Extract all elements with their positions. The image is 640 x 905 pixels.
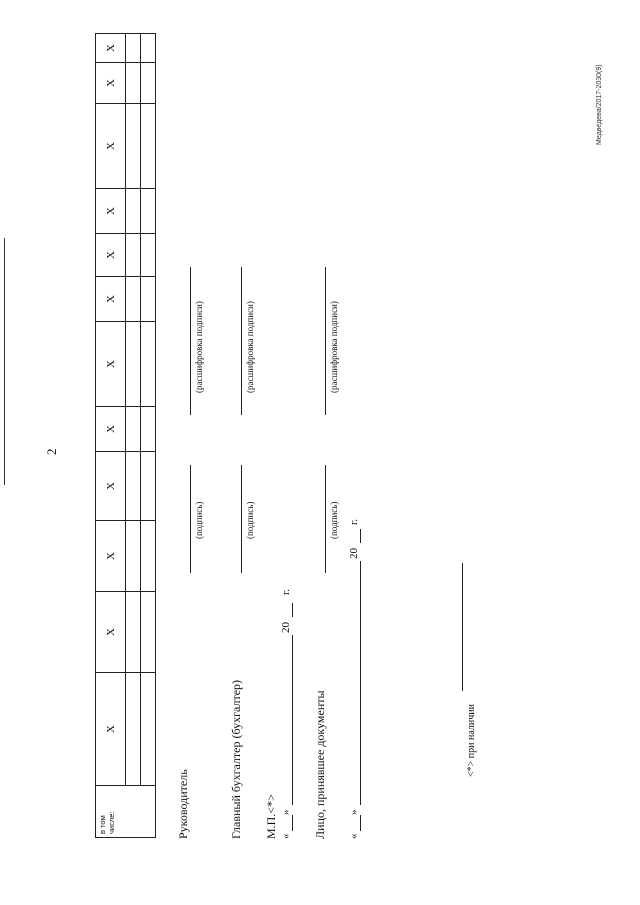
table-cell	[141, 407, 156, 452]
table-cell	[141, 277, 156, 322]
table-cell	[141, 592, 156, 673]
table-cell	[126, 277, 141, 322]
date2-year-prefix: 20	[348, 548, 360, 559]
date2-month-line[interactable]	[360, 561, 361, 805]
table-cell	[126, 673, 141, 786]
table-cell	[141, 34, 156, 63]
table-cell: X	[96, 234, 126, 277]
data-table	[95, 33, 156, 838]
table-cell: X	[96, 521, 126, 592]
table-cell	[141, 452, 156, 521]
table-cell	[141, 104, 156, 189]
head-signature-hint: (подпись)	[194, 501, 204, 539]
table-cell: X	[96, 322, 126, 407]
table-cell	[126, 234, 141, 277]
head-decode-line[interactable]	[190, 267, 191, 415]
head-decode-hint: (расшифровка подписи)	[194, 301, 204, 393]
table-cell: X	[96, 452, 126, 521]
table-cell	[126, 104, 141, 189]
accepted-by-label: Лицо, принявшее документы	[313, 690, 327, 839]
table-cell	[126, 452, 141, 521]
row-label-cell	[96, 786, 156, 838]
head-signature-line[interactable]	[190, 465, 191, 573]
accepted-by-decode-hint: (расшифровка подписи)	[329, 301, 339, 393]
table-cell	[126, 407, 141, 452]
table-cell: X	[96, 189, 126, 234]
table-cell	[126, 34, 141, 63]
footnote: <*> при наличии	[466, 704, 477, 777]
table-cell: X	[96, 277, 126, 322]
date-open-quote: «	[280, 833, 292, 839]
table-cell: X	[96, 673, 126, 786]
table-cell: X	[96, 63, 126, 104]
date-close-quote: »	[280, 809, 292, 815]
accepted-by-decode-line[interactable]	[325, 267, 326, 415]
page-number: 2	[44, 448, 59, 455]
head-label: Руководитель	[176, 769, 190, 839]
table-cell: X	[96, 34, 126, 63]
header-rule	[4, 238, 5, 485]
date-year-line[interactable]	[292, 603, 293, 617]
table-cell	[126, 592, 141, 673]
chief-accountant-decode-line[interactable]	[241, 267, 242, 415]
table-cell	[141, 521, 156, 592]
table-cell: X	[96, 592, 126, 673]
accepted-by-signature-line[interactable]	[325, 465, 326, 573]
row-label-line-1: в том	[98, 815, 107, 834]
date-year-prefix: 20	[280, 622, 292, 633]
table-cell	[141, 322, 156, 407]
seal-label: М.П.<*>	[264, 794, 278, 839]
date-suffix: г.	[280, 588, 292, 595]
table-cell	[141, 63, 156, 104]
table-row	[141, 34, 156, 838]
date2-close-quote: »	[348, 809, 360, 815]
document-code: Медведева/2017-2030(9)	[596, 64, 603, 145]
table-cell	[126, 189, 141, 234]
accepted-by-signature-hint: (подпись)	[329, 501, 339, 539]
footnote-rule	[462, 563, 463, 691]
chief-accountant-signature-line[interactable]	[241, 465, 242, 573]
table-row	[126, 34, 141, 838]
date-month-line[interactable]	[292, 635, 293, 805]
date2-day-line[interactable]	[360, 815, 361, 831]
chief-accountant-decode-hint: (расшифровка подписи)	[245, 301, 255, 393]
table-cell	[141, 234, 156, 277]
date2-year-line[interactable]	[360, 529, 361, 543]
chief-accountant-label: Главный бухгалтер (бухгалтер)	[229, 679, 243, 839]
date-day-line[interactable]	[292, 815, 293, 831]
table-cell	[126, 322, 141, 407]
table-cell	[141, 189, 156, 234]
table-cell: X	[96, 104, 126, 189]
table-cell	[141, 673, 156, 786]
table-cell	[126, 63, 141, 104]
date2-open-quote: «	[348, 833, 360, 839]
chief-accountant-signature-hint: (подпись)	[245, 501, 255, 539]
table-cell: X	[96, 407, 126, 452]
row-label-line-2: числе:	[107, 811, 116, 834]
table-row	[96, 34, 126, 838]
date2-suffix: г.	[348, 518, 360, 525]
table-cell	[126, 521, 141, 592]
